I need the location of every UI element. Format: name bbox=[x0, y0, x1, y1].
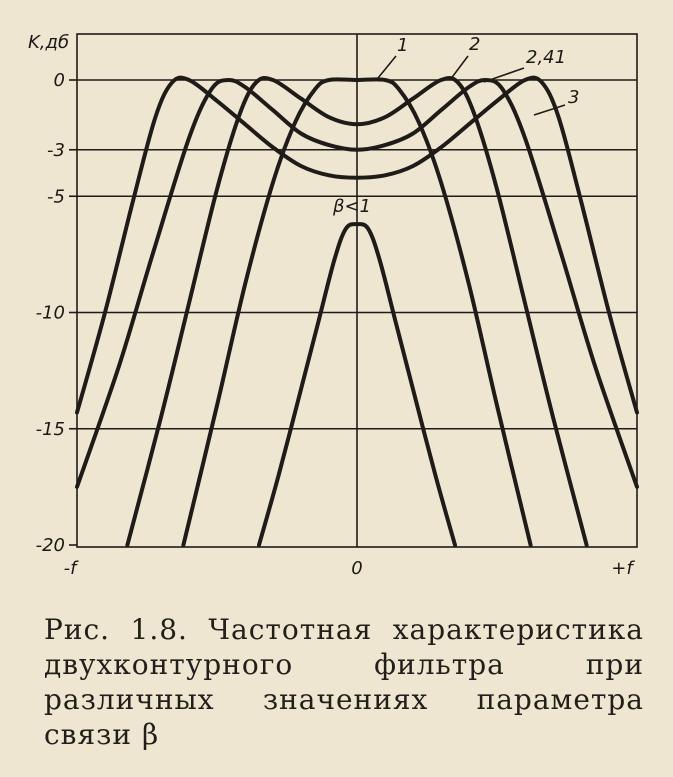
y-tick-label: 0 bbox=[53, 70, 65, 91]
curve-label: 3 bbox=[568, 87, 580, 108]
label-layer bbox=[28, 32, 635, 579]
curve-label: 1 bbox=[397, 35, 409, 56]
curve-label: 2 bbox=[469, 34, 481, 55]
figure-caption: Рис. 1.8. Частотная характеристика двухконтурного фильтра при различных значениях параметра связи β bbox=[44, 613, 644, 751]
curve-label-leader bbox=[534, 105, 565, 115]
y-tick-label: -10 bbox=[35, 302, 65, 324]
y-tick-label: -3 bbox=[47, 139, 65, 161]
x-tick-label: +f bbox=[611, 558, 633, 579]
y-tick-label: -5 bbox=[47, 186, 65, 208]
y-tick-label: -20 bbox=[35, 535, 65, 556]
curve-label-leader bbox=[378, 56, 396, 78]
curve-label-leader bbox=[450, 56, 468, 80]
curve-label: β<1 bbox=[332, 196, 372, 217]
y-tick-label: -15 bbox=[35, 418, 65, 440]
curve-label: 2,41 bbox=[526, 47, 567, 68]
grid-layer bbox=[69, 34, 637, 547]
x-tick-label: 0 bbox=[351, 558, 363, 579]
x-tick-label: -f bbox=[63, 558, 77, 579]
y-axis-label: K,дб bbox=[28, 32, 70, 53]
